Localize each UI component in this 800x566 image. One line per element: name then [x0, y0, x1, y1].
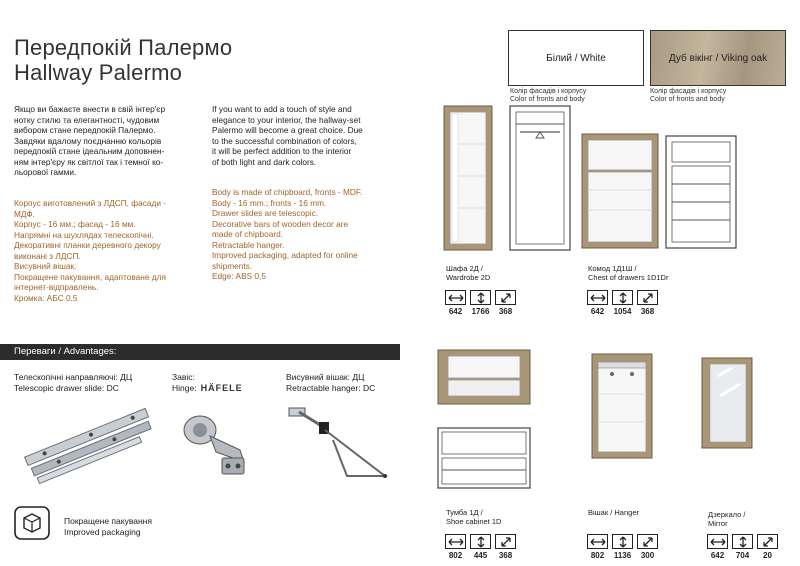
shoe-cabinet-drawing [436, 426, 532, 492]
dim-width [444, 534, 467, 560]
height-icon [732, 534, 753, 549]
dim-depth [756, 534, 779, 560]
hanger-text-ua: Висувний вішак: ДЦ [286, 372, 365, 382]
mirror-name-ua: Дзеркало / [708, 510, 746, 519]
dim-height-value: 1136 [613, 551, 632, 560]
spec-ua-line: Висувний вішак. [14, 261, 77, 271]
hanger-text-en: Retractable hanger: DC [286, 382, 376, 393]
wardrobe-caption [446, 264, 490, 282]
dim-depth-value: 20 [763, 551, 772, 560]
dim-depth-value: 368 [498, 307, 513, 316]
dim-depth [494, 534, 517, 560]
page-title-en: Hallway Palermo [14, 60, 183, 85]
hinge-text-ua: Завіс: [172, 372, 195, 382]
spec-ua-line: виконані з ЛДСП. [14, 250, 81, 261]
mirror-name-en: Mirror [708, 519, 728, 528]
intro-ua-line: льорової гамми. [14, 167, 77, 177]
dim-width [586, 534, 609, 560]
dim-height [469, 534, 492, 560]
hanger-caption [588, 508, 639, 517]
slide-text-ua: Телескопічні направляючі: ДЦ [14, 372, 133, 382]
spec-en-line: Retractable hanger. [212, 239, 285, 250]
height-icon [612, 290, 633, 305]
depth-icon [495, 534, 516, 549]
dim-height-value: 1766 [471, 307, 490, 316]
dim-height [611, 534, 634, 560]
dim-width-value: 642 [710, 551, 725, 560]
swatch-white-caption-en: Color of fronts and body [510, 96, 585, 103]
depth-icon [757, 534, 778, 549]
spec-en-line: shipments. [212, 260, 253, 271]
shoe-cabinet-name-en: Shoe cabinet 1D [446, 517, 502, 526]
width-icon [445, 290, 466, 305]
specs-en [212, 187, 404, 282]
intro-en [212, 104, 404, 167]
retractable-hanger-image [285, 400, 395, 484]
dim-height [611, 290, 634, 316]
telescopic-slide-image [14, 402, 164, 484]
spec-ua-line: Напрямні на шухлядах телескопічні. [14, 229, 154, 240]
width-icon [587, 534, 608, 549]
slide-text-en: Telescopic drawer slide: DC [14, 382, 119, 393]
packaging-text-en: Improved packaging [64, 526, 141, 537]
dim-height-value: 1054 [613, 307, 632, 316]
intro-en-line: of both light and dark colors. [212, 156, 317, 167]
dim-depth-value: 300 [640, 551, 655, 560]
dim-width [706, 534, 729, 560]
intro-ua [14, 104, 206, 178]
slide-text [14, 372, 132, 393]
intro-en-line: it will be perfect addition to the interior [212, 146, 352, 156]
hinge-text-en: Hinge: [172, 382, 197, 393]
dim-depth [494, 290, 517, 316]
height-icon [470, 534, 491, 549]
swatch-oak-caption [650, 88, 726, 104]
dim-depth-value: 368 [640, 307, 655, 316]
swatch-oak-caption-ua: Колір фасадів і корпусу [650, 88, 727, 95]
spec-en-line: made of chipboard. [212, 229, 284, 239]
dim-width [586, 290, 609, 316]
mirror-caption [708, 510, 745, 528]
dim-width-value: 642 [590, 307, 605, 316]
shoe-cabinet-dimensions [444, 534, 517, 560]
width-icon [587, 290, 608, 305]
chest-of-drawers-image [580, 132, 740, 254]
spec-ua-line: Декоративні планки деревного декору [14, 240, 161, 250]
swatch-white-caption-ua: Колір фасадів і корпусу [510, 88, 587, 95]
intro-ua-line: Завдяки вдалому поєднанню кольорів [14, 135, 162, 146]
depth-icon [637, 290, 658, 305]
wardrobe-name-en: Wardrobe 2D [446, 273, 491, 282]
spec-en-line: Body is made of chipboard, fronts - MDF. [212, 187, 363, 197]
intro-en-line: Palermo will become a great choice. Due [212, 125, 363, 135]
chest-caption [588, 264, 668, 282]
spec-en-line: Improved packaging, adapted for online [212, 250, 358, 260]
spec-en-line: Decorative bars of wooden decor are [212, 218, 349, 229]
wardrobe-dimensions [444, 290, 517, 316]
advantages-bar: Переваги / Advantages: [0, 344, 400, 360]
packaging-text [64, 516, 152, 537]
page-title-ua: Передпокій Палермо [14, 35, 233, 60]
depth-icon [495, 290, 516, 305]
packaging-text-ua: Покращене пакування [64, 516, 152, 526]
swatch-white-label: Білий / White [546, 52, 606, 64]
mirror-image [700, 356, 756, 452]
spec-ua-line: Корпус виготовлений з ЛДСП, фасади - [14, 198, 167, 208]
swatch-oak-label: Дуб вікінг / Viking oak [668, 52, 768, 64]
intro-ua-line: вибором стане передпокій Палермо. [14, 125, 156, 135]
intro-ua-line: ням інтер'єру як світлої так і темної ко- [14, 156, 164, 167]
shoe-cabinet-caption [446, 508, 501, 526]
chest-name-en: Chest of drawers 1D1Dr [588, 273, 669, 282]
spec-en-line: Drawer slides are telescopic. [212, 208, 319, 218]
mirror-dimensions [706, 534, 779, 560]
dim-height [469, 290, 492, 316]
intro-en-line: to the successful combination of colors, [212, 135, 357, 146]
intro-en-line: elegance to your interior, the hallway-set [212, 114, 361, 125]
width-icon [707, 534, 728, 549]
dim-depth [636, 290, 659, 316]
dim-depth-value: 368 [498, 551, 513, 560]
intro-ua-line: нотку стилю та елегантності, чудовим [14, 114, 160, 125]
hinge-text [172, 372, 243, 393]
intro-ua-line: передпокій стане ідеальним доповнен- [14, 146, 165, 156]
chest-dimensions [586, 290, 659, 316]
dim-height-value: 704 [735, 551, 750, 560]
shoe-cabinet-image [436, 348, 532, 408]
height-icon [612, 534, 633, 549]
hanger-name-ua: Вішак / Hanger [588, 508, 639, 517]
hinge-image [170, 400, 260, 484]
hanger-dimensions [586, 534, 659, 560]
swatch-oak-caption-en: Color of fronts and body [650, 96, 725, 103]
swatch-white [508, 30, 644, 86]
packaging-icon [14, 506, 50, 540]
spec-ua-line: інтернет-відправлень. [14, 282, 99, 292]
dim-depth [636, 534, 659, 560]
spec-ua-line: Корпус - 16 мм.; фасад - 16 мм. [14, 219, 136, 229]
dim-width-value: 642 [448, 307, 463, 316]
width-icon [445, 534, 466, 549]
spec-ua-line: Покращене пакування, адаптоване для [14, 271, 166, 282]
swatch-viking-oak [650, 30, 786, 86]
shoe-cabinet-name-ua: Тумба 1Д / [446, 508, 483, 517]
dim-height-value: 445 [473, 551, 488, 560]
spec-ua-line: МДФ. [14, 208, 35, 219]
spec-en-line: Body - 16 mm.; fronts - 16 mm. [212, 197, 327, 208]
chest-name-ua: Комод 1Д1Ш / [588, 264, 637, 273]
intro-en-line: If you want to add a touch of style and [212, 104, 352, 114]
spec-ua-line: Кромка: АБС 0,5 [14, 292, 78, 303]
spec-en-line: Edge: ABS 0,5 [212, 271, 266, 281]
hanger-text [286, 372, 375, 393]
depth-icon [637, 534, 658, 549]
swatch-white-caption [510, 88, 586, 104]
dim-width [444, 290, 467, 316]
hanger-image [588, 352, 658, 462]
dim-height [731, 534, 754, 560]
height-icon [470, 290, 491, 305]
intro-ua-line: Якщо ви бажаєте внести в свій інтер'єр [14, 104, 166, 114]
wardrobe-name-ua: Шафа 2Д / [446, 264, 483, 273]
specs-ua [14, 198, 206, 303]
hafele-logo: HÄFELE [200, 382, 243, 393]
dim-width-value: 802 [448, 551, 463, 560]
wardrobe-image [440, 104, 580, 254]
dim-width-value: 802 [590, 551, 605, 560]
